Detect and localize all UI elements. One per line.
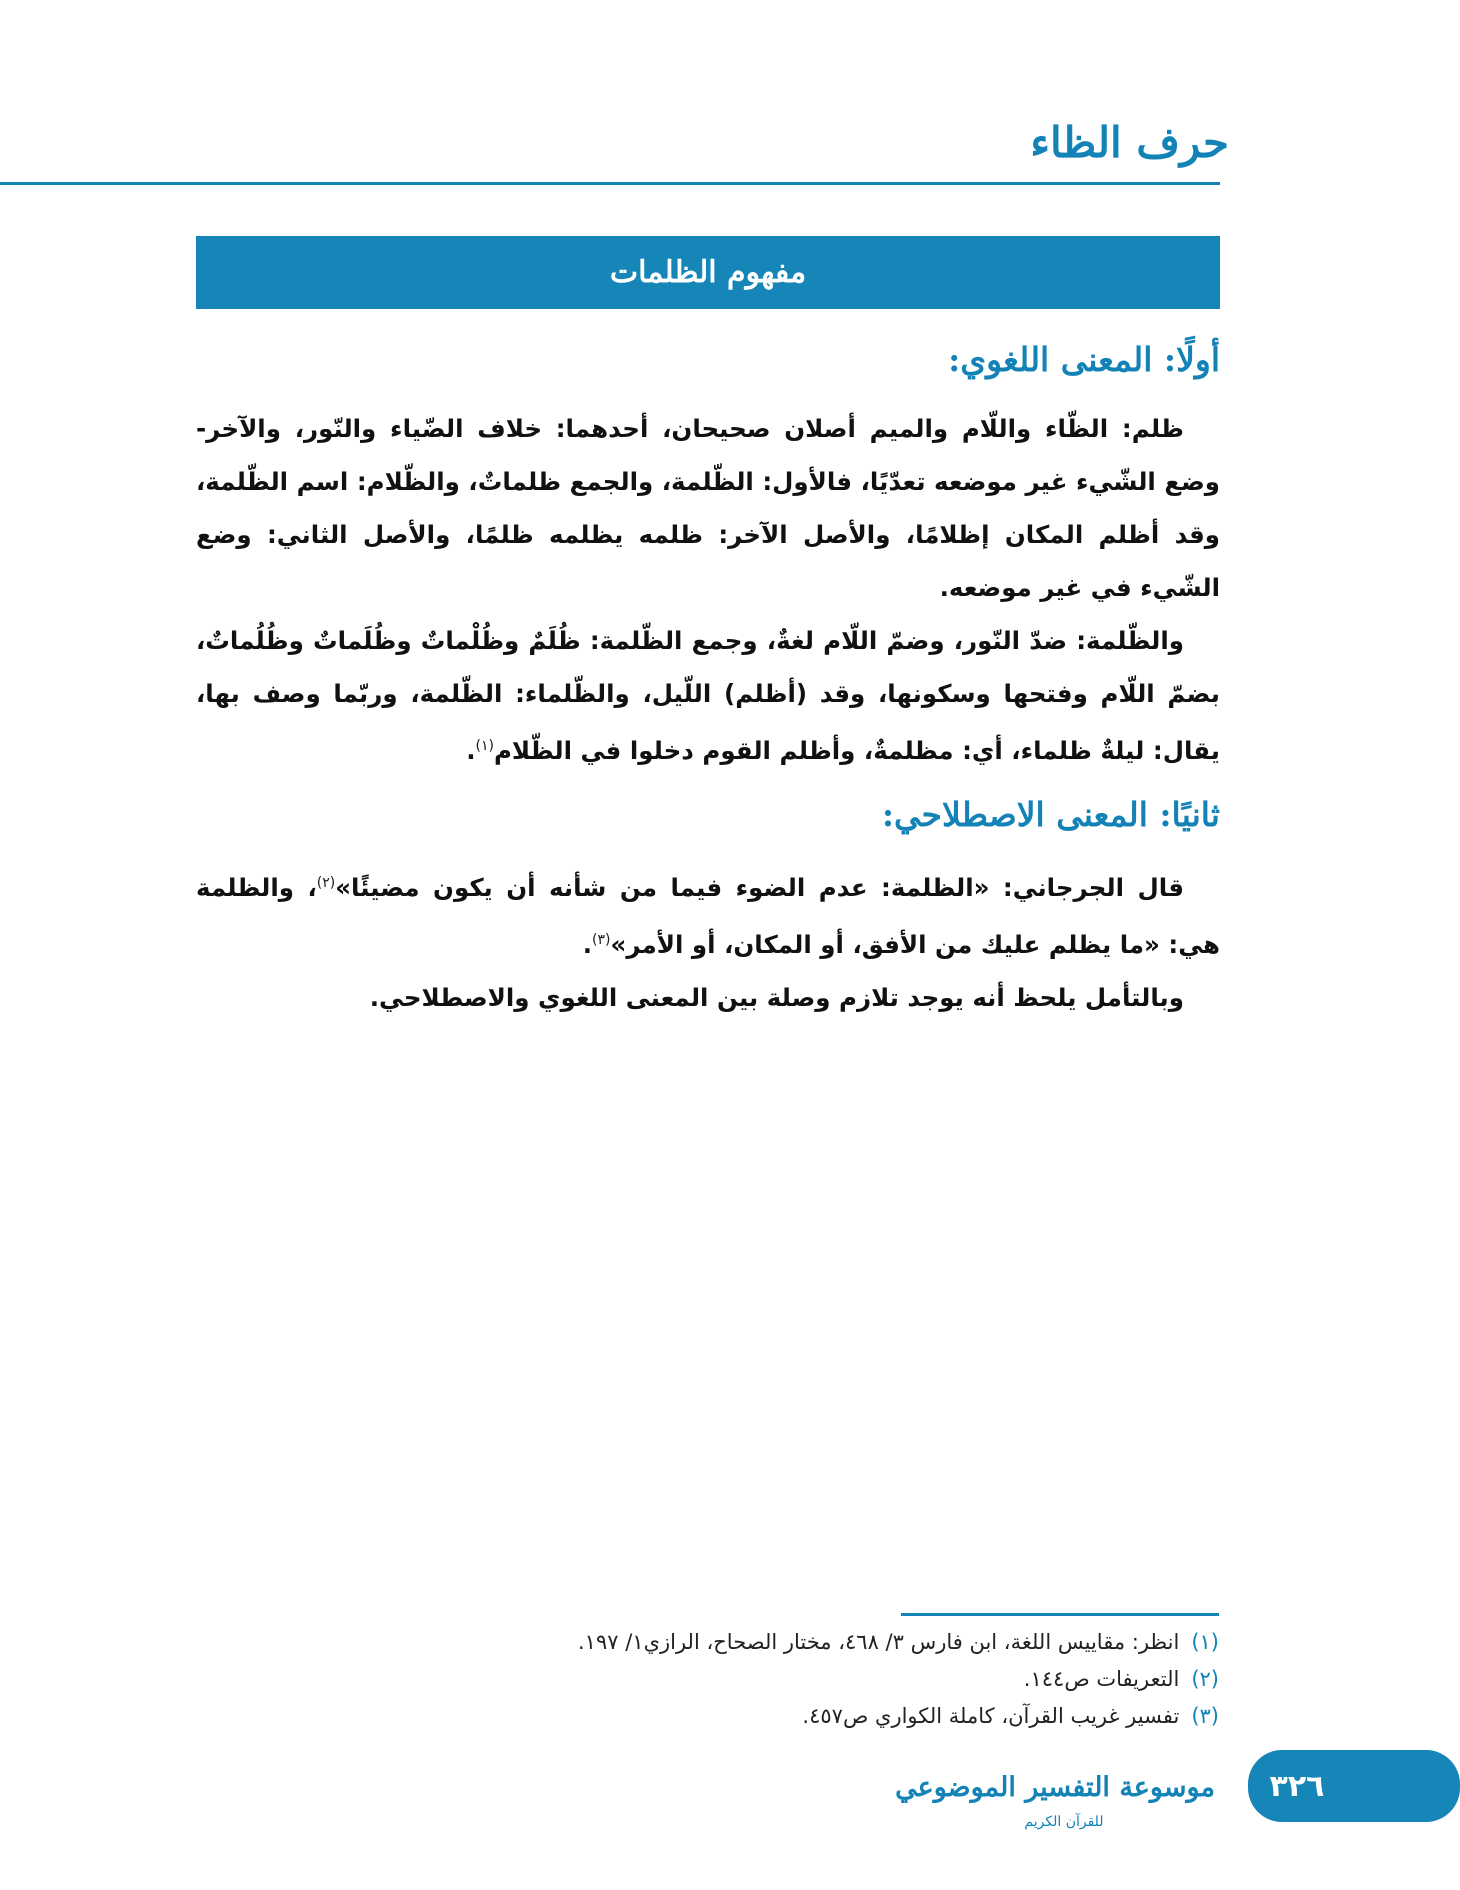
footnotes — [219, 1624, 1219, 1735]
linguistic-paragraph-2-text: والظّلمة: ضدّ النّور، وضمّ اللّام لغةٌ، وجمع الظّلمة: ظُلَمٌ وظُلْماتٌ وظُلَماتٌ وظُلُماتٌ، بضمّ اللّام وفتحها وسكونها، وقد (أظلم) اللّيل، والظّلماء: الظّلمة، وربّما وصف بها، يقال: ليلةٌ ظلماء، أي: مظلمةٌ، وأظلم القوم دخلوا في الظّلام — [196, 626, 1220, 766]
footnote-2 — [219, 1661, 1219, 1698]
section-title: مفهوم الظلمات — [609, 255, 807, 290]
footnote-number: (٣) — [1191, 1704, 1219, 1728]
footnote-1 — [219, 1624, 1219, 1661]
paragraph-end: . — [466, 736, 476, 766]
logo-title: موسوعة التفسير الموضوعي — [895, 1772, 1215, 1803]
footnote-ref-2[interactable]: (٢) — [316, 875, 336, 892]
main-content — [196, 332, 1220, 1024]
terminological-text-b: ، والظلمة هي: «ما يظلم عليك من الأفق، أو المكان، أو الأمر» — [196, 873, 1220, 960]
terminological-text-a: قال الجرجاني: «الظلمة: عدم الضوء فيما من شأنه أن يكون مضيئًا» — [335, 873, 1184, 903]
footnote-text: انظر: مقاييس اللغة، ابن فارس ٣/ ٤٦٨، مختار الصحاح، الرازي١/ ١٩٧. — [577, 1630, 1180, 1654]
footnote-text: التعريفات ص١٤٤. — [1023, 1667, 1180, 1691]
chapter-title: حرف الظاء — [1030, 118, 1229, 167]
paragraph-end: . — [582, 930, 593, 960]
page-number: ٣٢٦ — [1269, 1768, 1325, 1804]
footnote-text: تفسير غريب القرآن، كاملة الكواري ص٤٥٧. — [802, 1704, 1180, 1728]
linguistic-heading: أولًا: المعنى اللغوي: — [948, 340, 1220, 379]
footnote-ref-3[interactable]: (٣) — [592, 932, 611, 949]
section-title-bar — [196, 236, 1220, 309]
terminological-paragraph-2: وبالتأمل يلحظ أنه يوجد تلازم وصلة بين المعنى اللغوي والاصطلاحي. — [369, 983, 1184, 1013]
linguistic-paragraph-2 — [196, 614, 1220, 777]
linguistic-paragraph-1: ظلم: الظّاء واللّام والميم أصلان صحيحان، أحدهما: خلاف الضّياء والنّور، والآخر- وضع الشّيء غير موضعه تعدّيًا، فالأول: الظّلمة، والجمع ظلماتٌ، والظّلام: اسم الظّلمة، وقد أظلم المكان إظلامًا، والأصل الآخر: ظلمه يظلمه ظلمًا، والأصل الثاني: وضع الشّيء في غير موضعه. — [196, 414, 1220, 602]
footnote-number: (١) — [1191, 1630, 1219, 1654]
encyclopedia-logo — [895, 1752, 1215, 1836]
terminological-paragraph-1 — [196, 857, 1220, 971]
header-rule — [0, 182, 1220, 185]
terminological-heading: ثانيًا: المعنى الاصطلاحي: — [881, 795, 1220, 835]
logo-subtitle: للقرآن الكريم — [1024, 1814, 1104, 1830]
footnote-ref-1[interactable]: (١) — [475, 738, 494, 754]
footnote-3 — [219, 1698, 1219, 1735]
footnote-divider — [901, 1613, 1219, 1616]
footnote-number: (٢) — [1191, 1667, 1219, 1691]
